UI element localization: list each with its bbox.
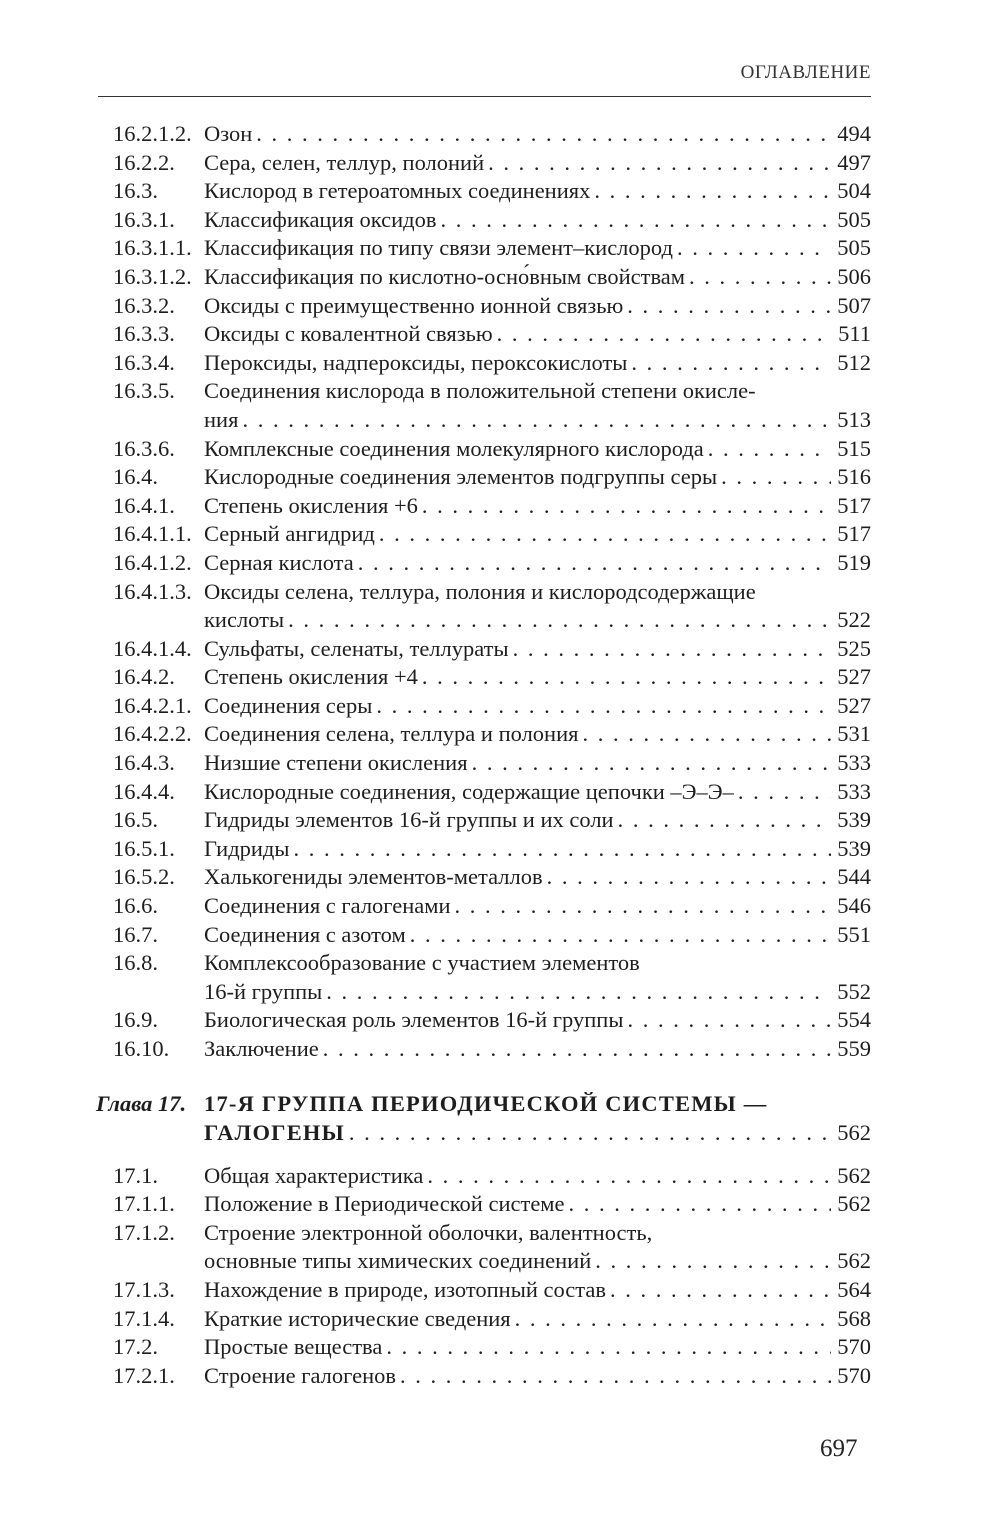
toc-entry-number: 17.1.3. xyxy=(113,1276,175,1302)
toc-entry-page: 544 xyxy=(837,864,871,890)
toc-entry xyxy=(113,1305,871,1334)
toc-entry-number: 16.5.2. xyxy=(113,864,175,890)
toc-entry-title: Серная кислота xyxy=(204,549,354,575)
toc-entry xyxy=(113,806,871,835)
toc-entry-title: Сера, селен, теллур, полоний xyxy=(204,149,485,175)
chapter-page: 562 xyxy=(837,1120,871,1146)
toc-entry-page: 494 xyxy=(837,121,871,146)
toc-entry xyxy=(113,635,871,664)
leader-dots xyxy=(422,492,831,521)
toc-entry-page: 525 xyxy=(837,635,871,661)
toc-entry-title: Заключение xyxy=(204,1036,319,1061)
toc-entry-title: Соединения с галогенами xyxy=(204,893,451,919)
toc-entry-number: 16.3.2. xyxy=(113,292,175,318)
toc-entry-title: Гидриды элементов 16-й группы и их соли xyxy=(204,807,614,833)
toc-entry-title: Степень окисления +4 xyxy=(204,664,418,690)
leader-dots xyxy=(386,1333,831,1362)
toc-entry-page: 552 xyxy=(837,978,871,1004)
toc-entry xyxy=(113,206,871,235)
toc-entry xyxy=(113,835,871,864)
toc-entry-page: 505 xyxy=(837,235,871,261)
leader-dots xyxy=(547,863,832,892)
toc-entry-title: Биологическая роль элементов 16-й группы xyxy=(204,1007,624,1033)
toc-entry-title: Низшие степени окисления xyxy=(204,750,468,776)
toc-entry-number: 17.1.4. xyxy=(113,1305,175,1331)
toc-entry-title: Строение электронной оболочки, валентность, xyxy=(204,1219,653,1245)
toc-entry xyxy=(113,149,871,178)
leader-dots xyxy=(472,749,832,778)
toc-entry-page: 513 xyxy=(837,406,871,432)
toc-entry xyxy=(113,892,871,921)
toc-entry-page: 559 xyxy=(837,1036,871,1061)
toc-entry-number: 16.5. xyxy=(113,807,158,833)
toc-entry-page: 507 xyxy=(837,292,871,318)
toc-entry-number: 16.4.1.1. xyxy=(113,521,192,547)
leader-dots xyxy=(497,320,832,349)
toc-entry-page: 539 xyxy=(837,835,871,861)
toc-entry-number: 16.3. xyxy=(113,178,158,204)
toc-entry-page: 517 xyxy=(837,521,871,547)
leader-dots xyxy=(689,263,831,292)
leader-dots xyxy=(349,1118,831,1148)
toc-entry-page: 554 xyxy=(837,1007,871,1033)
toc-entry-page: 562 xyxy=(837,1248,871,1274)
leader-dots xyxy=(326,978,831,1007)
toc-entry-title: Простые вещества xyxy=(204,1334,383,1360)
leader-dots xyxy=(323,1035,832,1064)
toc-entry-title: Кислород в гетероатомных соединениях xyxy=(204,178,591,204)
toc-entry xyxy=(113,778,871,807)
toc-entry-number: 16.4.2. xyxy=(113,664,175,690)
toc-entry-number: 17.2.1. xyxy=(113,1362,175,1388)
toc-entry-number: 16.5.1. xyxy=(113,835,175,861)
toc-entry-title: 16-й группы xyxy=(204,978,323,1004)
toc-entry xyxy=(113,349,871,378)
leader-dots xyxy=(594,177,831,206)
toc-entry xyxy=(113,406,871,435)
toc-entry-number: 16.4.1.4. xyxy=(113,635,192,661)
toc-entry-page: 515 xyxy=(837,435,871,461)
toc-entry-number: 16.4.1. xyxy=(113,492,175,518)
toc-entry-page: 564 xyxy=(837,1276,871,1302)
toc-entry xyxy=(113,1333,871,1362)
toc-entry-page: 516 xyxy=(837,464,871,490)
toc-entry xyxy=(113,320,871,349)
leader-dots xyxy=(455,892,832,921)
toc-entry-number: 16.4.1.3. xyxy=(113,578,192,604)
leader-dots xyxy=(627,292,831,321)
toc-entry-number: 16.4.1.2. xyxy=(113,549,192,575)
toc-entry xyxy=(113,292,871,321)
toc-entry-number: 16.2.1.2. xyxy=(113,121,192,146)
toc-entry-page: 546 xyxy=(837,893,871,919)
toc-entry-page: 527 xyxy=(837,692,871,718)
toc-entry-title: Кислородные соединения, содержащие цепочки –Э–Э– xyxy=(204,778,734,804)
leader-dots xyxy=(379,520,831,549)
toc-entry-title: Соединения селена, теллура и полония xyxy=(204,721,579,747)
toc-entry-title: Положение в Периодической системе xyxy=(204,1191,565,1217)
toc-entry-title: Комплексные соединения молекулярного кислорода xyxy=(204,435,704,461)
toc-entry-number: 17.1.1. xyxy=(113,1191,175,1217)
leader-dots xyxy=(627,1006,831,1035)
leader-dots xyxy=(422,663,831,692)
leader-dots xyxy=(631,349,831,378)
leader-dots xyxy=(488,149,831,178)
leader-dots xyxy=(242,406,831,435)
toc-entry-title: Халькогениды элементов-металлов xyxy=(204,864,543,890)
toc-entry-page: 539 xyxy=(837,807,871,833)
toc-entry xyxy=(113,663,871,692)
leader-dots xyxy=(427,1162,831,1191)
leader-dots xyxy=(513,635,832,664)
toc-entry xyxy=(113,520,871,549)
toc-entry xyxy=(113,1219,871,1248)
toc-entry-page: 517 xyxy=(837,492,871,518)
toc-entry-number: 16.10. xyxy=(113,1036,170,1061)
toc-entry-title: Оксиды селена, теллура, полония и кислородсодержащие xyxy=(204,578,756,604)
toc-entry-page: 533 xyxy=(837,750,871,776)
chapter-label: Глава 17. xyxy=(96,1090,187,1116)
toc-entry-number: 16.3.1.2. xyxy=(113,263,192,289)
chapter-heading-line2 xyxy=(113,1118,871,1148)
toc-entry xyxy=(113,578,871,607)
toc-entry-number: 16.4.3. xyxy=(113,750,175,776)
leader-dots xyxy=(610,1276,831,1305)
toc-entry xyxy=(113,720,871,749)
toc-entry-page: 570 xyxy=(837,1362,871,1388)
toc-entry xyxy=(113,177,871,206)
toc-entry-page: 519 xyxy=(837,549,871,575)
toc-entry-title: Пероксиды, надпероксиды, пероксокислоты xyxy=(204,349,628,375)
toc-entry xyxy=(113,1190,871,1219)
toc-entry-title: Классификация оксидов xyxy=(204,206,437,232)
toc-entry-number: 17.1.2. xyxy=(113,1219,175,1245)
toc-entry-title: Краткие исторические сведения xyxy=(204,1305,511,1331)
toc-entry-number: 16.8. xyxy=(113,950,158,976)
toc-entry-number: 16.4.2.1. xyxy=(113,692,192,718)
leader-dots xyxy=(294,835,832,864)
header-rule xyxy=(98,96,871,97)
toc-entry-number: 16.7. xyxy=(113,921,158,947)
toc-entry-number: 16.4.2.2. xyxy=(113,721,192,747)
toc-entry-number: 16.3.5. xyxy=(113,378,175,404)
toc-entry-title: Соединения с азотом xyxy=(204,921,406,947)
toc-entry-title: Серный ангидрид xyxy=(204,521,375,547)
toc-entry-page: 562 xyxy=(837,1191,871,1217)
toc-entry xyxy=(113,234,871,263)
toc-entry xyxy=(113,692,871,721)
toc-entry-page: 506 xyxy=(837,263,871,289)
toc-entry xyxy=(113,1006,871,1035)
toc-entry-number: 16.3.1.1. xyxy=(113,235,192,261)
toc-entry-number: 17.2. xyxy=(113,1334,158,1360)
toc-entry-page: 511 xyxy=(838,321,871,347)
toc-entry xyxy=(113,1247,871,1276)
toc-entry-page: 527 xyxy=(837,664,871,690)
toc-entry-number: 16.3.1. xyxy=(113,206,175,232)
toc-entry-title: Соединения серы xyxy=(204,692,373,718)
leader-dots xyxy=(358,549,831,578)
toc-entry-page: 562 xyxy=(837,1162,871,1188)
toc-entry xyxy=(113,1276,871,1305)
toc-entry-number: 16.2.2. xyxy=(113,149,175,175)
toc-entry-page: 533 xyxy=(837,778,871,804)
toc-entry xyxy=(113,492,871,521)
leader-dots xyxy=(583,720,832,749)
leader-dots xyxy=(677,234,831,263)
toc-entry-title: Сульфаты, селенаты, теллураты xyxy=(204,635,509,661)
toc-entry-page: 512 xyxy=(837,349,871,375)
toc-entry-title: кислоты xyxy=(204,607,285,633)
toc-entry-number: 17.1. xyxy=(113,1162,158,1188)
toc-entry xyxy=(113,1162,871,1191)
toc-entry-number: 16.4.4. xyxy=(113,778,175,804)
leader-dots xyxy=(738,778,831,807)
toc-entry-number: 16.6. xyxy=(113,893,158,919)
toc-entry-title: Соединения кислорода в положительной степени окисле- xyxy=(204,378,756,404)
leader-dots xyxy=(440,206,831,235)
toc-entry-number: 16.3.3. xyxy=(113,321,175,347)
leader-dots xyxy=(569,1190,832,1219)
toc-entry-number: 16.3.4. xyxy=(113,349,175,375)
toc-entry-number: 16.3.6. xyxy=(113,435,175,461)
toc-entry xyxy=(113,949,871,978)
leader-dots xyxy=(410,921,832,950)
toc-entry xyxy=(113,463,871,492)
toc-entry-title: Нахождение в природе, изотопный состав xyxy=(204,1276,607,1302)
toc-entry-page: 522 xyxy=(837,607,871,633)
leader-dots xyxy=(288,606,831,635)
toc-entry-title: Оксиды с ковалентной связью xyxy=(204,321,493,347)
leader-dots xyxy=(400,1362,831,1391)
toc-section-16 xyxy=(113,120,871,1064)
toc-section-17 xyxy=(113,1162,871,1391)
toc-entry-page: 531 xyxy=(837,721,871,747)
toc-entry xyxy=(113,1362,871,1391)
chapter-heading xyxy=(96,1089,871,1119)
toc-entry xyxy=(113,978,871,1007)
toc-entry xyxy=(113,549,871,578)
toc-entry-page: 504 xyxy=(837,178,871,204)
toc-entry-title: Комплексообразование с участием элементов xyxy=(204,950,640,976)
toc-entry-title: Оксиды с преимущественно ионной связью xyxy=(204,292,624,318)
toc-entry xyxy=(113,921,871,950)
toc-entry xyxy=(113,435,871,464)
leader-dots xyxy=(376,692,831,721)
page-number: 697 xyxy=(820,1435,858,1462)
toc-entry-title: Озон xyxy=(204,121,253,146)
toc-entry-page: 568 xyxy=(837,1305,871,1331)
leader-dots xyxy=(595,1247,831,1276)
toc-entry-title: Классификация по типу связи элемент–кислород xyxy=(204,235,673,261)
table-of-contents xyxy=(96,120,871,1390)
toc-entry-title: Гидриды xyxy=(204,835,290,861)
leader-dots xyxy=(515,1305,832,1334)
toc-entry-title: Строение галогенов xyxy=(204,1362,396,1388)
chapter-title-line2: ГАЛОГЕНЫ xyxy=(204,1120,345,1146)
toc-entry xyxy=(113,120,871,149)
toc-entry-page: 505 xyxy=(837,206,871,232)
toc-entry-page: 497 xyxy=(837,149,871,175)
leader-dots xyxy=(721,463,831,492)
toc-entry-title: основные типы химических соединений xyxy=(204,1248,592,1274)
toc-entry xyxy=(113,749,871,778)
toc-entry-number: 16.9. xyxy=(113,1007,158,1033)
toc-entry-title: Классификация по кислотно-осно́вным свойствам xyxy=(204,263,686,289)
running-header: ОГЛАВЛЕНИЕ xyxy=(740,62,871,83)
toc-entry xyxy=(113,1035,871,1064)
toc-entry-title: Кислородные соединения элементов подгруппы серы xyxy=(204,464,718,490)
toc-entry-number: 16.4. xyxy=(113,464,158,490)
toc-entry-title: Общая характеристика xyxy=(204,1162,424,1188)
leader-dots xyxy=(618,806,832,835)
leader-dots xyxy=(708,435,831,464)
toc-entry-title: Степень окисления +6 xyxy=(204,492,418,518)
chapter-title-line1: 17-Я ГРУППА ПЕРИОДИЧЕСКОЙ СИСТЕМЫ — xyxy=(204,1090,768,1116)
toc-entry-page: 551 xyxy=(837,921,871,947)
toc-entry xyxy=(113,377,871,406)
toc-entry xyxy=(113,263,871,292)
toc-entry xyxy=(113,863,871,892)
toc-entry-title: ния xyxy=(204,406,239,432)
leader-dots xyxy=(256,120,831,149)
toc-entry-page: 570 xyxy=(837,1334,871,1360)
toc-entry xyxy=(113,606,871,635)
